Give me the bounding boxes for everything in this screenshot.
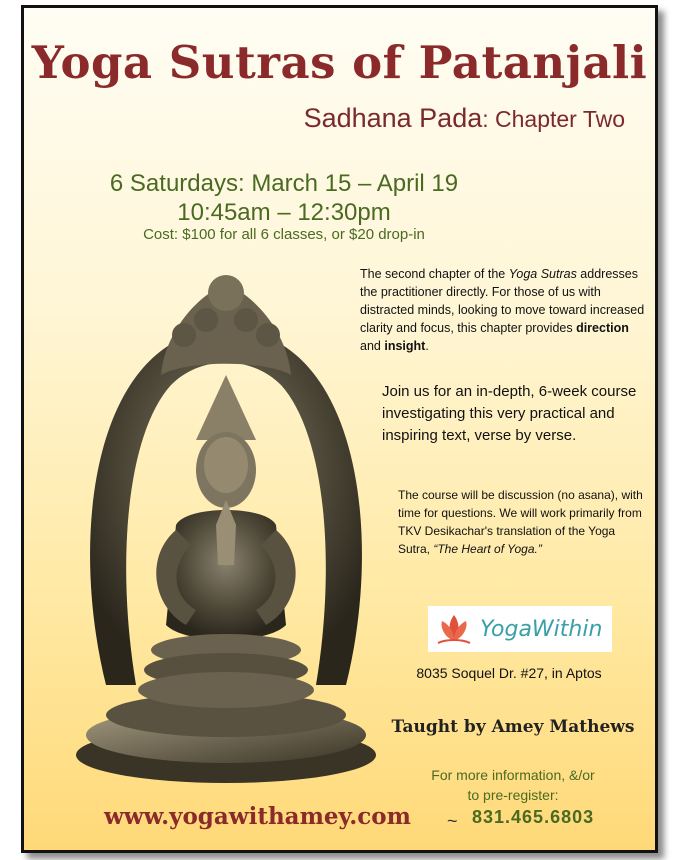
join-paragraph: Join us for an in-depth, 6-week course investigating this very practical and inspiring text, verse by verse.	[382, 383, 637, 444]
course-paragraph	[398, 486, 648, 558]
course-book-title: “The Heart of Yoga.”	[433, 542, 542, 556]
course-text: The course will be discussion (no asana), with time for questions. We will work primarily from TKV Desikachar's translation of the Yoga Sutra,	[398, 488, 643, 556]
subtitle-pada: Sadhana Pada	[303, 103, 483, 133]
yogawithin-logo	[428, 606, 612, 652]
schedule-cost: Cost: $100 for all 6 classes, or $20 drop-in	[143, 226, 425, 243]
schedule-time: 10:45am – 12:30pm	[177, 199, 391, 226]
more-info-line-2: to pre-register:	[467, 787, 559, 803]
intro-title-yoga-sutras: Yoga Sutras	[508, 267, 577, 281]
phone-number[interactable]: 831.465.6803	[472, 807, 595, 827]
studio-address: 8035 Soquel Dr. #27, in Aptos	[416, 665, 602, 681]
patanjali-statue-image	[66, 265, 386, 790]
intro-and: and	[360, 339, 385, 353]
separator: ~	[447, 811, 458, 831]
more-info-line-1: For more information, &/or	[431, 767, 595, 783]
intro-text-2: addresses the practitioner directly. For those of us with distracted minds, looking to move toward increased clarity and focus, this chapter provides	[360, 267, 645, 335]
flyer-title: Yoga Sutras of Patanjali	[31, 36, 648, 89]
intro-paragraph	[360, 265, 650, 355]
intro-period: .	[425, 339, 429, 353]
intro-text-1: The second chapter of the	[360, 267, 509, 281]
schedule	[24, 169, 544, 227]
logo-text: YogaWithin	[480, 616, 603, 642]
flyer	[21, 5, 658, 853]
lotus-icon	[434, 609, 474, 649]
intro-insight: insight	[384, 339, 426, 353]
intro-direction: direction	[576, 321, 629, 335]
subtitle-chapter: : Chapter Two	[482, 106, 625, 132]
more-info	[384, 765, 642, 805]
schedule-dates: 6 Saturdays: March 15 – April 19	[109, 170, 459, 197]
website-link[interactable]: www.yogawithamey.com	[104, 803, 411, 830]
subtitle	[304, 103, 625, 134]
teacher-line: Taught by Amey Mathews	[391, 717, 635, 737]
